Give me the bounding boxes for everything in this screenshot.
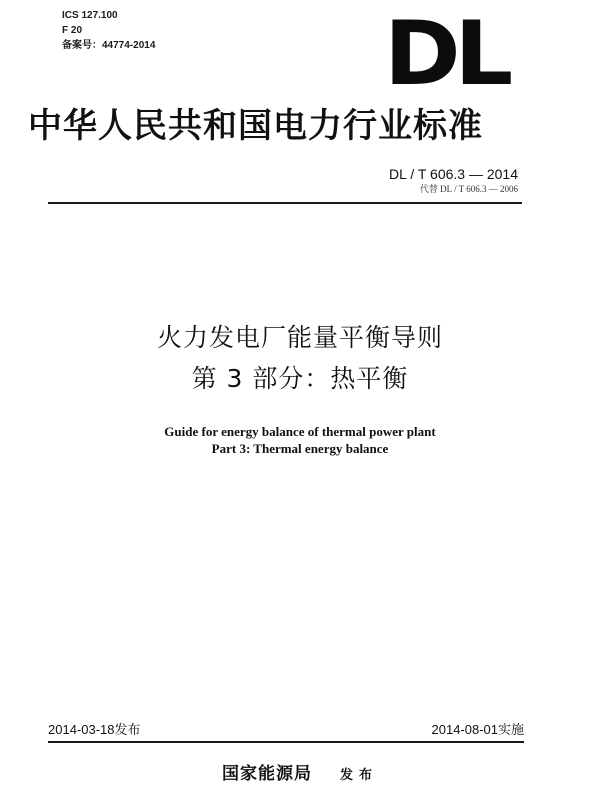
- dl-logo: DL: [384, 2, 507, 105]
- filing-number: 备案号：44774-2014: [62, 40, 156, 51]
- industry-standard-heading: 中华人民共和国电力行业标准: [28, 106, 483, 146]
- classification-block: [62, 8, 155, 53]
- issue-date: 2014-03-18发布: [48, 722, 141, 737]
- english-title-part: Part 3: Thermal energy balance: [211, 441, 389, 456]
- publisher-action: 发布: [339, 768, 378, 783]
- publisher-name: 国家能源局: [222, 764, 313, 784]
- classification-code: F 20: [62, 25, 83, 36]
- bottom-divider: [48, 741, 524, 743]
- english-title-main: Guide for energy balance of thermal power plant: [164, 424, 436, 439]
- chinese-title-main: 火力发电厂能量平衡导则: [156, 323, 443, 352]
- implementation-date: 2014-08-01实施: [431, 722, 524, 737]
- publisher-line: [0, 762, 600, 788]
- standard-number: DL / T 606.3 — 2014: [389, 166, 518, 182]
- replaced-standard-number: 代替 DL / T 606.3 — 2006: [419, 184, 518, 194]
- top-divider: [48, 202, 522, 204]
- ics-code: ICS 127.100: [62, 10, 118, 21]
- chinese-title-part: 第 3 部分：热平衡: [191, 364, 409, 393]
